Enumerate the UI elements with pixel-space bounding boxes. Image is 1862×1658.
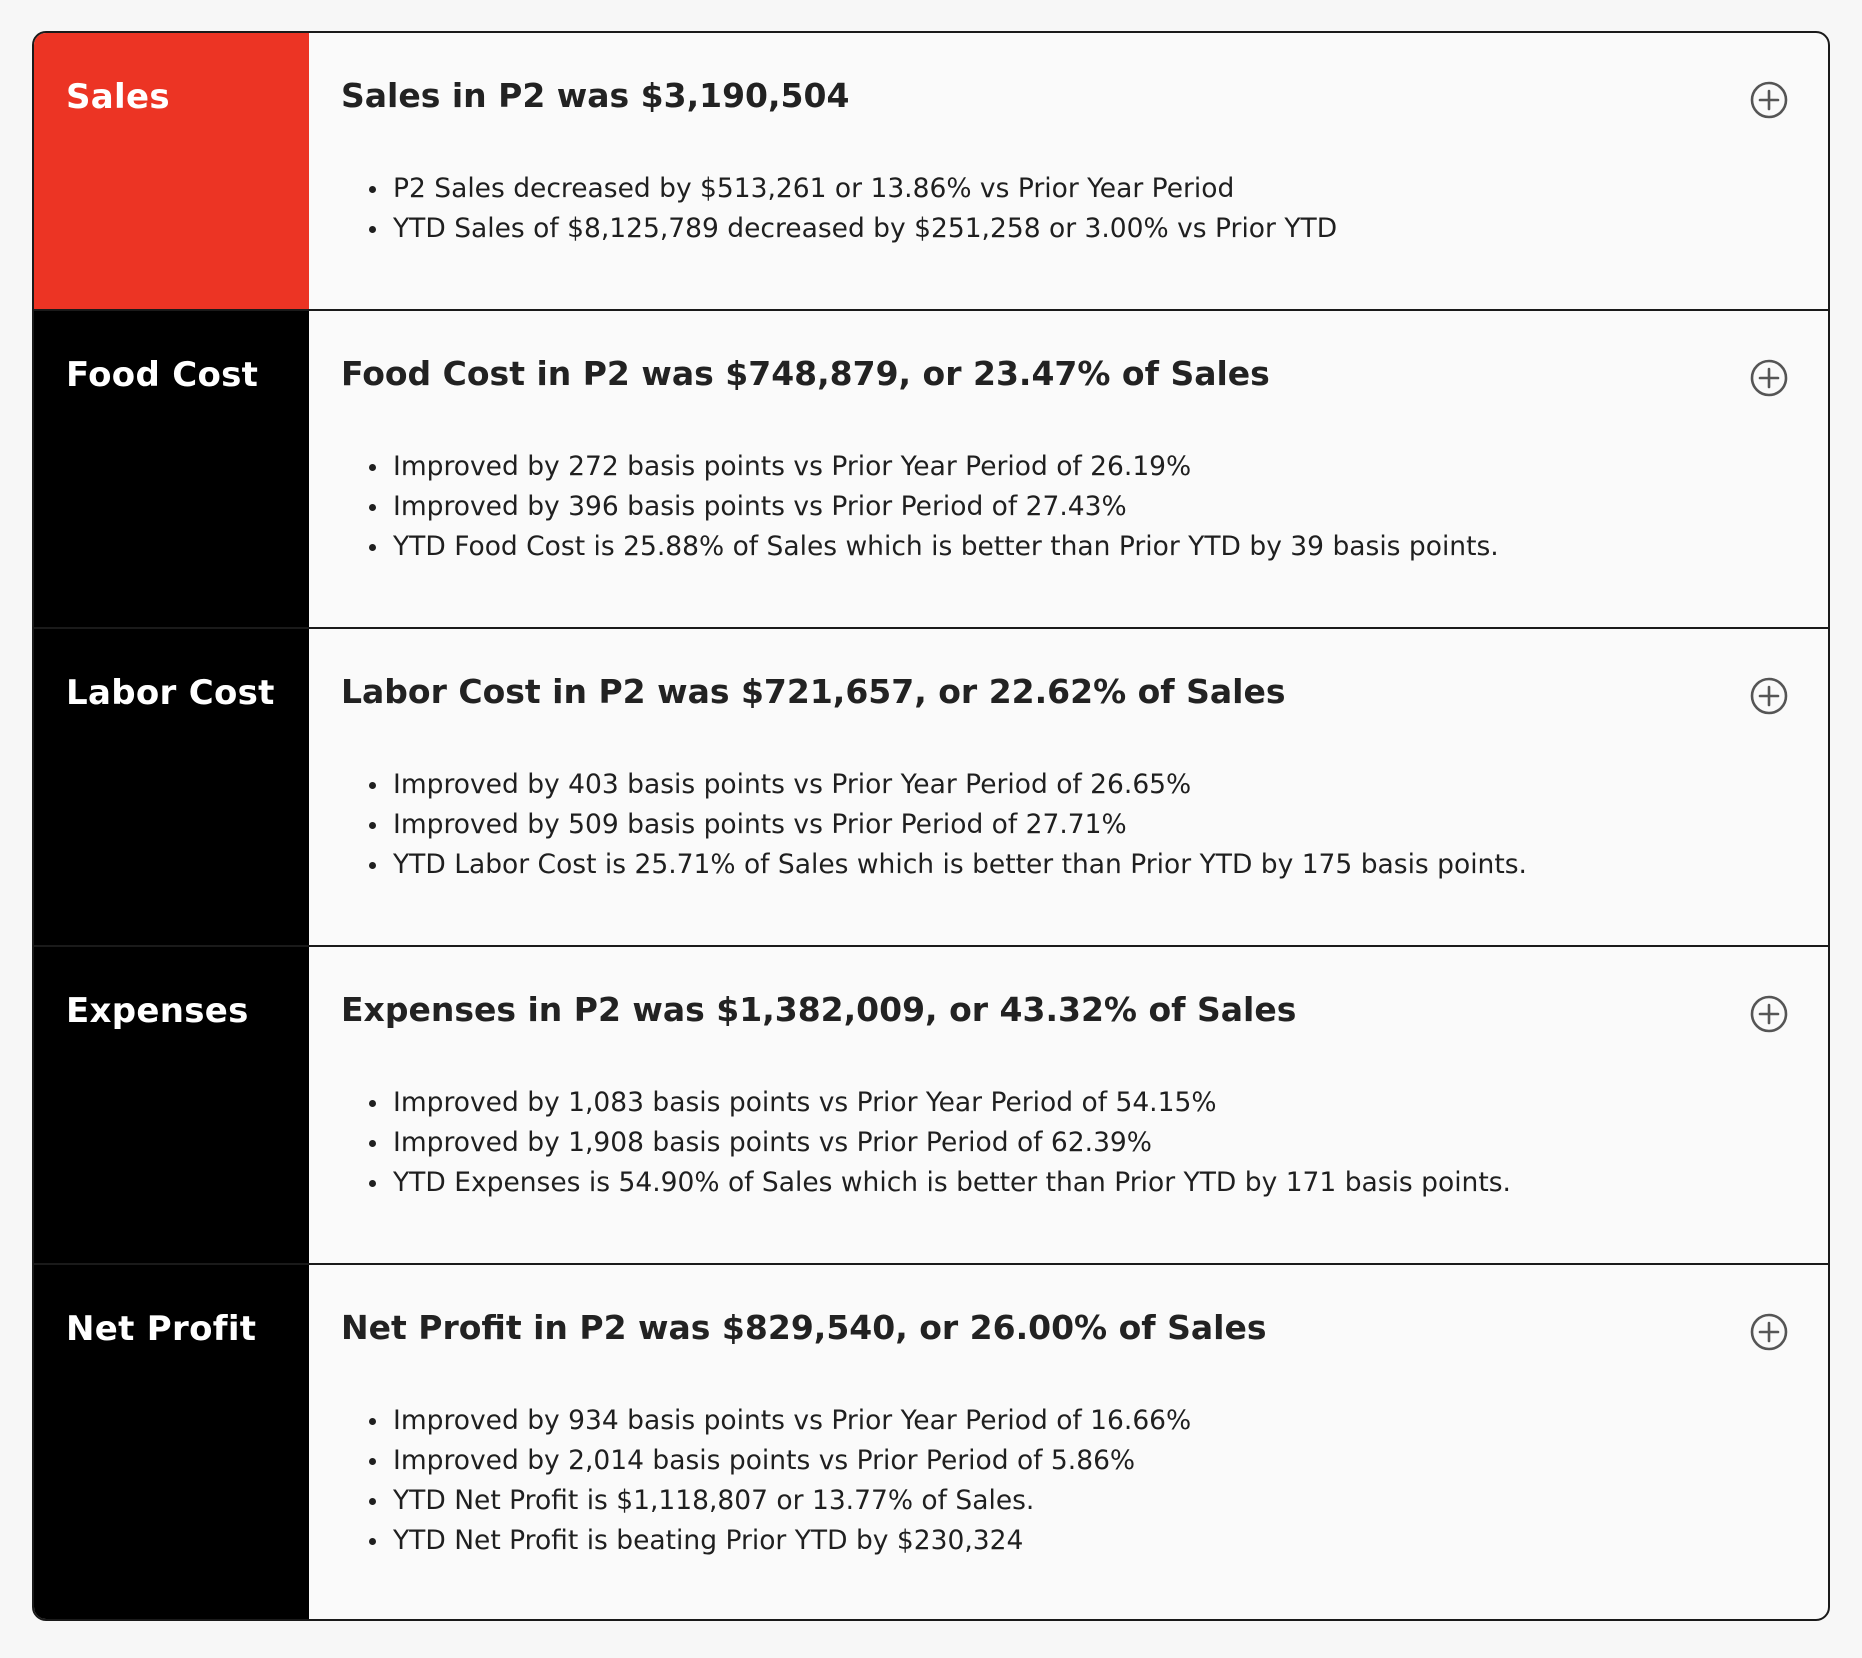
list-item: Improved by 1,083 basis points vs Prior Year Period of 54.15% (393, 1083, 1788, 1123)
list-item: P2 Sales decreased by $513,261 or 13.86% vs Prior Year Period (393, 169, 1788, 209)
list-item: Improved by 509 basis points vs Prior Period of 27.71% (393, 805, 1788, 845)
list-item: YTD Labor Cost is 25.71% of Sales which is better than Prior YTD by 175 basis points. (393, 845, 1788, 885)
section-food-cost (34, 311, 1828, 629)
expand-button[interactable] (1750, 677, 1788, 715)
expand-button[interactable] (1750, 1313, 1788, 1351)
section-labor-cost (34, 629, 1828, 947)
section-headline: Net Profit in P2 was $829,540, or 26.00% of Sales (341, 1308, 1267, 1347)
section-net-profit (34, 1265, 1828, 1619)
section-sales (34, 33, 1828, 311)
section-label: Net Profit (34, 1265, 309, 1619)
bullet-list (341, 1401, 1788, 1561)
section-content (309, 311, 1828, 627)
plus-circle-icon (1750, 81, 1788, 119)
section-headline: Food Cost in P2 was $748,879, or 23.47% of Sales (341, 354, 1270, 393)
list-item: Improved by 1,908 basis points vs Prior Period of 62.39% (393, 1123, 1788, 1163)
bullet-list (341, 447, 1788, 567)
section-expenses (34, 947, 1828, 1265)
list-item: Improved by 272 basis points vs Prior Year Period of 26.19% (393, 447, 1788, 487)
section-label: Sales (34, 33, 309, 309)
section-headline: Sales in P2 was $3,190,504 (341, 76, 850, 115)
expand-button[interactable] (1750, 359, 1788, 397)
list-item: Improved by 934 basis points vs Prior Year Period of 16.66% (393, 1401, 1788, 1441)
list-item: Improved by 2,014 basis points vs Prior Period of 5.86% (393, 1441, 1788, 1481)
section-label: Labor Cost (34, 629, 309, 945)
bullet-list (341, 169, 1788, 249)
section-label: Food Cost (34, 311, 309, 627)
section-content (309, 1265, 1828, 1619)
section-label: Expenses (34, 947, 309, 1263)
section-headline: Expenses in P2 was $1,382,009, or 43.32% of Sales (341, 990, 1297, 1029)
plus-circle-icon (1750, 995, 1788, 1033)
section-content (309, 629, 1828, 945)
plus-circle-icon (1750, 677, 1788, 715)
expand-button[interactable] (1750, 81, 1788, 119)
expand-button[interactable] (1750, 995, 1788, 1033)
list-item: Improved by 396 basis points vs Prior Period of 27.43% (393, 487, 1788, 527)
bullet-list (341, 1083, 1788, 1203)
bullet-list (341, 765, 1788, 885)
list-item: YTD Expenses is 54.90% of Sales which is better than Prior YTD by 171 basis points. (393, 1163, 1788, 1203)
plus-circle-icon (1750, 359, 1788, 397)
list-item: YTD Sales of $8,125,789 decreased by $251,258 or 3.00% vs Prior YTD (393, 209, 1788, 249)
summary-panel (32, 31, 1830, 1621)
section-content (309, 33, 1828, 309)
list-item: YTD Net Profit is $1,118,807 or 13.77% of Sales. (393, 1481, 1788, 1521)
list-item: YTD Net Profit is beating Prior YTD by $230,324 (393, 1521, 1788, 1561)
plus-circle-icon (1750, 1313, 1788, 1351)
list-item: Improved by 403 basis points vs Prior Year Period of 26.65% (393, 765, 1788, 805)
section-content (309, 947, 1828, 1263)
list-item: YTD Food Cost is 25.88% of Sales which is better than Prior YTD by 39 basis points. (393, 527, 1788, 567)
section-headline: Labor Cost in P2 was $721,657, or 22.62% of Sales (341, 672, 1286, 711)
